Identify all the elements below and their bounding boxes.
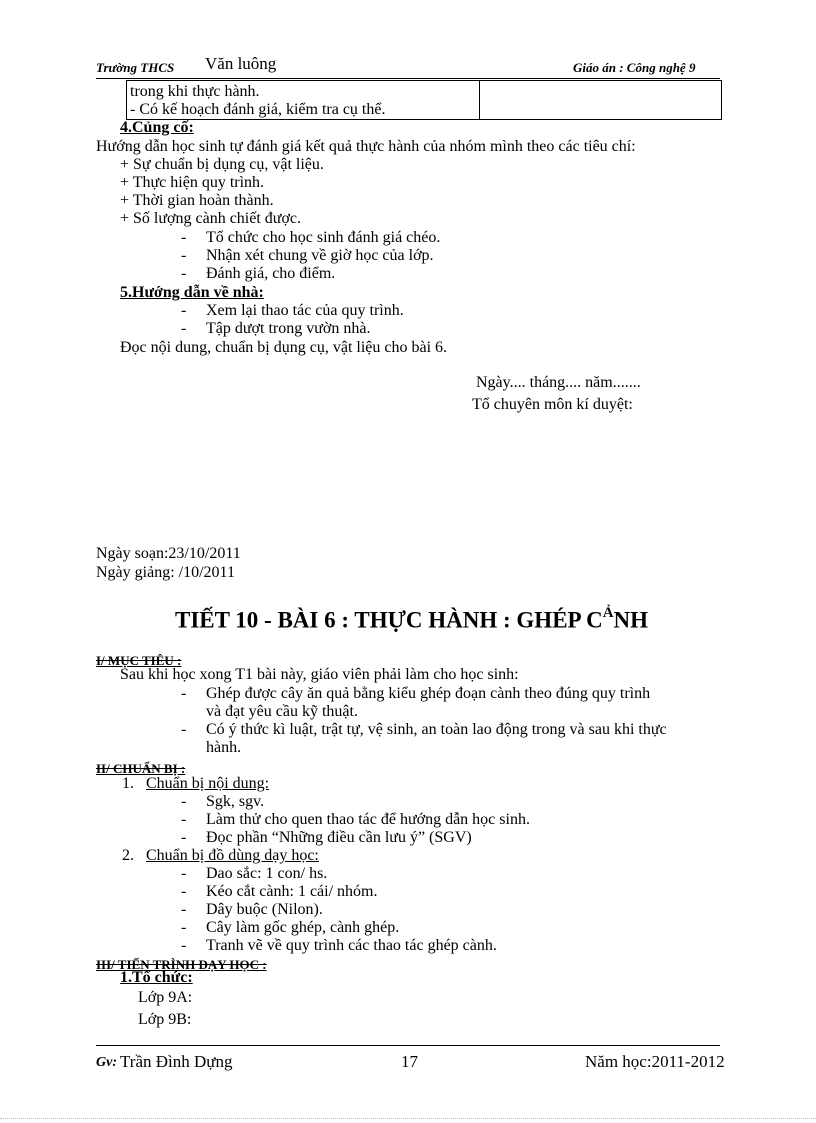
paragraph: Đọc nội dung, chuẩn bị dụng cụ, vật liệu cho bài 6. (120, 339, 448, 356)
dash-bullet: - (181, 721, 187, 738)
criteria-item: + Thời gian hoàn thành. (120, 192, 274, 209)
dash-bullet: - (181, 265, 187, 282)
subsection-label: Chuẩn bị nội dung: (146, 775, 270, 792)
dash-bullet: - (181, 937, 187, 954)
dash-bullet: - (181, 811, 187, 828)
dash-bullet: - (181, 919, 187, 936)
dash-bullet: - (181, 883, 187, 900)
page-number: 17 (401, 1052, 418, 1071)
section-heading-huong-dan: 5.Hướng dẫn về nhà: (120, 284, 264, 301)
footer-rule (96, 1045, 720, 1046)
paragraph: Sau khi học xong T1 bài này, giáo viên phải làm cho học sinh: (120, 666, 519, 683)
section-heading-chuan-bi: II/ CHUẨN BỊ : (96, 761, 186, 776)
date-taught: Ngày giảng: /10/2011 (96, 564, 235, 581)
footer-gv-label: Gv: (96, 1055, 117, 1070)
criteria-item: + Thực hiện quy trình. (120, 174, 265, 191)
header-school-name: Văn luông (205, 54, 277, 73)
section-heading-tien-trinh: III/ TIẾN TRÌNH DẠY HỌC : (96, 957, 267, 972)
dash-bullet: - (181, 247, 187, 264)
criteria-item: + Số lượng cành chiết được. (120, 210, 302, 227)
bullet-item: Tổ chức cho học sinh đánh giá chéo. (206, 229, 441, 246)
paragraph: Hướng dẫn học sinh tự đánh giá kết quả thực hành của nhóm mình theo các tiêu chí: (96, 138, 636, 155)
dash-bullet: - (181, 865, 187, 882)
header-rule (96, 78, 720, 79)
class-line: Lớp 9B: (138, 1011, 192, 1028)
bullet-item: Nhận xét chung về giờ học của lớp. (206, 247, 434, 264)
table-cell-line: trong khi thực hành. (130, 83, 260, 100)
lesson-title: TIẾT 10 - BÀI 6 : THỰC HÀNH : GHÉP $C^ẢNH$ (175, 605, 649, 633)
header-school-label: Trường THCS (96, 60, 175, 75)
header-subject: Giáo án : Công nghệ 9 (573, 60, 696, 75)
bullet-item: Xem lại thao tác của quy trình. (206, 302, 404, 319)
bullet-item: Làm thử cho quen thao tác để hướng dẫn học sinh. (206, 811, 530, 828)
dash-bullet: - (181, 829, 187, 846)
approval-date: Ngày.... tháng.... năm....... (476, 374, 641, 391)
page-edge (0, 1118, 816, 1119)
section-heading-cung-co: 4.Củng cố: (120, 119, 194, 136)
section-heading-muc-tieu: I/ MỤC TIÊU : (96, 653, 182, 668)
criteria-item: + Sự chuẩn bị dụng cụ, vật liệu. (120, 156, 324, 173)
dash-bullet: - (181, 320, 187, 337)
dash-bullet: - (181, 901, 187, 918)
bullet-item: Dây buộc (Nilon). (206, 901, 323, 918)
dash-bullet: - (181, 793, 187, 810)
dash-bullet: - (181, 685, 187, 702)
bullet-item: Đánh giá, cho điểm. (206, 265, 336, 282)
bullet-continuation: hành. (206, 739, 242, 756)
table-cell-line: - Có kế hoạch đánh giá, kiểm tra cụ thể. (130, 101, 386, 118)
bullet-item: Đọc phần “Những điều cần lưu ý” (SGV) (206, 829, 472, 846)
footer-school-year: Năm học:2011-2012 (585, 1052, 725, 1071)
list-number: 2. (122, 847, 134, 864)
class-line: Lớp 9A: (138, 989, 193, 1006)
bullet-item: Tranh vẽ về quy trình các thao tác ghép cành. (206, 937, 497, 954)
bullet-item: Kéo cắt cành: 1 cái/ nhóm. (206, 883, 378, 900)
bullet-item: Ghép được cây ăn quả bằng kiểu ghép đoạn cành theo đúng quy trình (206, 685, 651, 702)
bullet-continuation: và đạt yêu cầu kỹ thuật. (206, 703, 358, 720)
date-prepared: Ngày soạn:23/10/2011 (96, 545, 241, 562)
bullet-item: Có ý thức kì luật, trật tự, vệ sinh, an toàn lao động trong và sau khi thực (206, 721, 667, 738)
bullet-item: Dao sắc: 1 con/ hs. (206, 865, 328, 882)
subsection-label: 1.Tổ chức: (120, 969, 193, 986)
subsection-label: Chuẩn bị đồ dùng dạy học: (146, 847, 319, 864)
list-number: 1. (122, 775, 134, 792)
footer-teacher: Trần Đình Dựng (120, 1052, 233, 1071)
bullet-item: Cây làm gốc ghép, cành ghép. (206, 919, 400, 936)
dash-bullet: - (181, 229, 187, 246)
approval-signer: Tổ chuyên môn kí duyệt: (472, 396, 633, 413)
bullet-item: Sgk, sgv. (206, 793, 265, 810)
dash-bullet: - (181, 302, 187, 319)
bullet-item: Tập dượt trong vườn nhà. (206, 320, 371, 337)
